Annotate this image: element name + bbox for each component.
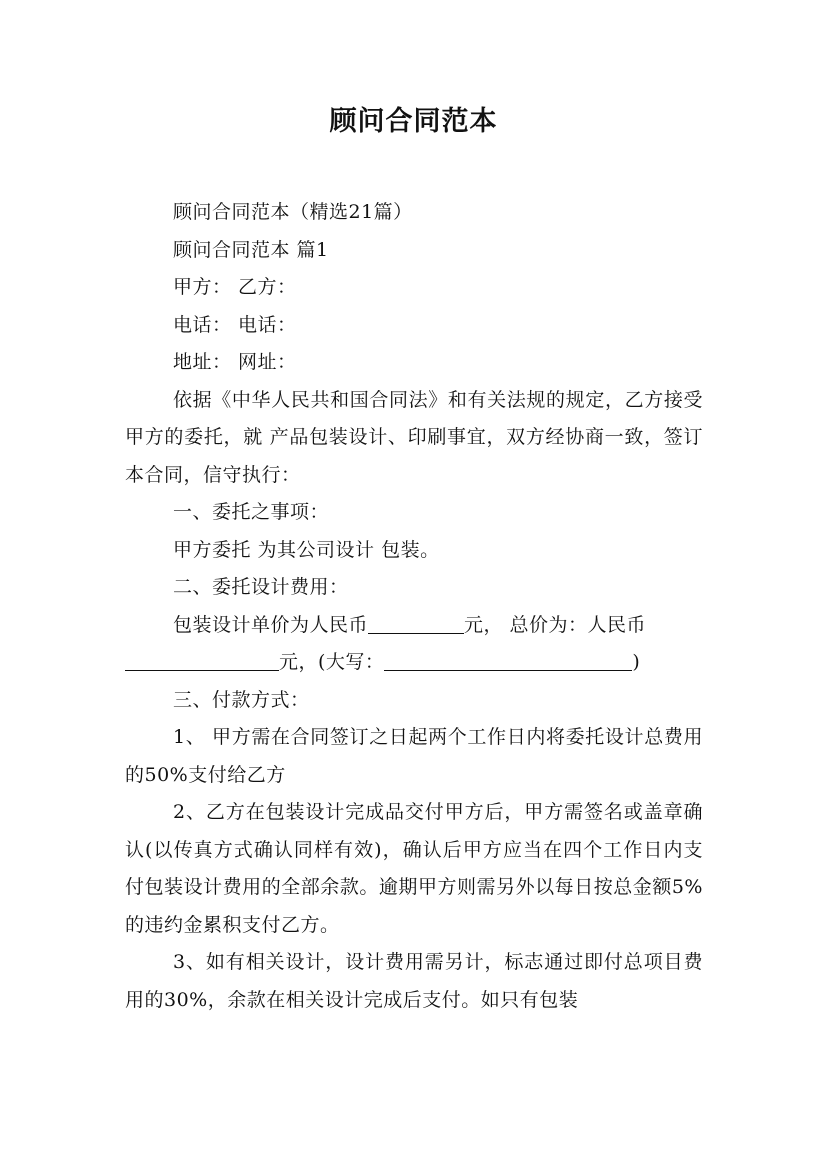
- preamble-paragraph: 依据《中华人民共和国合同法》和有关法规的规定，乙方接受甲方的委托，就 产品包装设计、印刷事宜，双方经协商一致，签订本合同，信守执行：: [125, 388, 703, 486]
- uppercase-amount-blank: [384, 650, 632, 671]
- subtitle-line: 顾问合同范本（精选21篇）: [173, 201, 413, 223]
- document-body: [125, 194, 703, 1019]
- fee-text-unit-price: 包装设计单价为人民币: [173, 613, 369, 636]
- document-title: 顾问合同范本: [329, 106, 498, 137]
- clause-heading-2: 二、委托设计费用：: [173, 576, 349, 598]
- payment-item-3: 3、如有相关设计，设计费用需另计，标志通过即付总项目费用的30%，余款在相关设计完成后支付。如只有包装: [125, 951, 703, 1011]
- fee-text-uppercase: 元，(大写：: [279, 651, 385, 673]
- unit-price-blank: [368, 613, 464, 634]
- phone-line: 电话： 电话：: [173, 313, 297, 336]
- payment-item-1: 1、 甲方需在合同签订之日起两个工作日内将委托设计总费用的50%支付给乙方: [125, 726, 703, 786]
- fee-text-total: 元， 总价为：人民币: [464, 613, 647, 636]
- fee-paragraph: [125, 607, 703, 682]
- clause-heading-1: 一、委托之事项：: [173, 501, 330, 523]
- clause-heading-3: 三、付款方式：: [173, 688, 310, 711]
- section-heading: 顾问合同范本 篇1: [173, 238, 329, 261]
- party-line: 甲方： 乙方：: [173, 276, 297, 298]
- fee-text-close: ): [632, 651, 641, 673]
- address-line: 地址： 网址：: [173, 351, 297, 373]
- total-price-blank: [125, 650, 279, 671]
- payment-item-2: 2、乙方在包装设计完成品交付甲方后，甲方需签名或盖章确认(以传真方式确认同样有效)，确认后甲方应当在四个工作日内支付包装设计费用的全部余款。逾期甲方则需另外以每日按总金额5%的违约金累积支付乙方。: [125, 801, 703, 936]
- clause-1-text: 甲方委托 为其公司设计 包装。: [173, 538, 440, 561]
